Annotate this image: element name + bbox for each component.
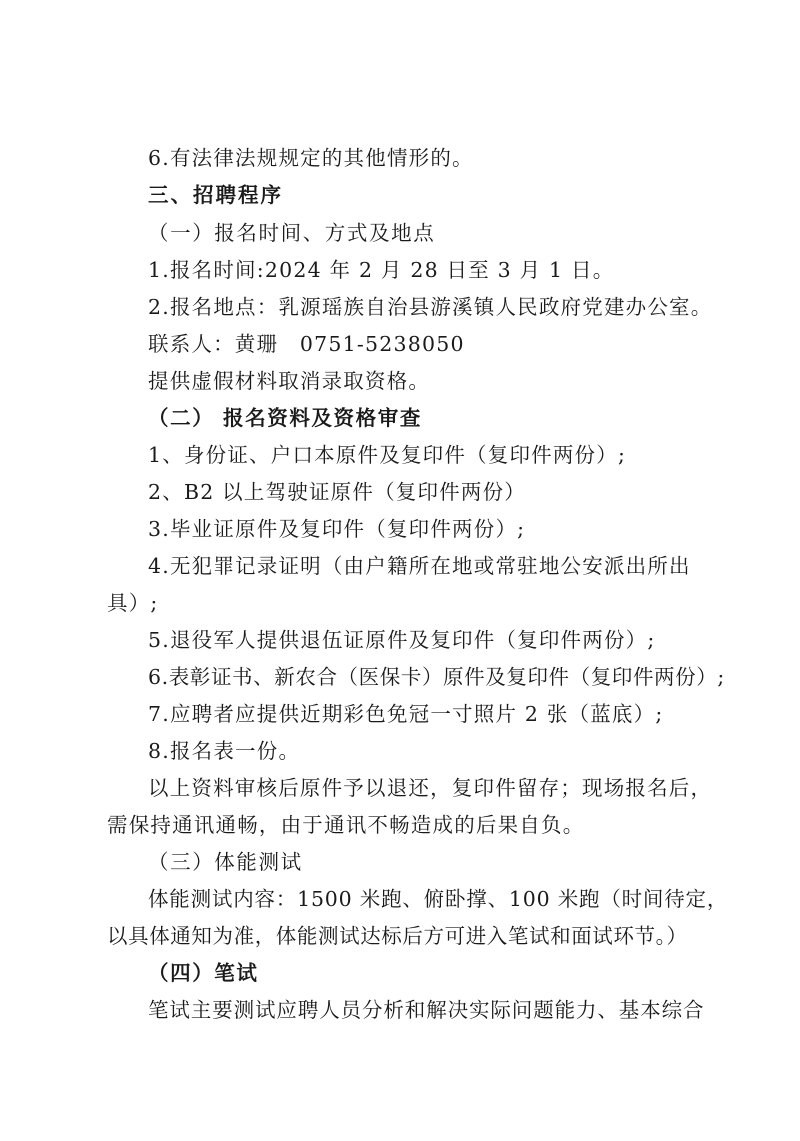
text-line-fitness-content-cont: 以具体通知为准，体能测试达标后方可进入笔试和面试环节。）: [107, 924, 688, 948]
subsection-heading-qualification: （二） 报名资料及资格审查: [148, 406, 422, 430]
text-line-registration-time: 1.报名时间:2024 年 2 月 28 日至 3 月 1 日。: [148, 258, 615, 282]
text-line-contact: 联系人：黄珊 0751-5238050: [148, 332, 465, 356]
text-line-no-criminal-record-cont: 具）;: [107, 591, 159, 615]
text-line-materials-returned: 以上资料审核后原件予以退还，复印件留存；现场报名后，: [148, 776, 713, 800]
text-line-certificates: 6.表彰证书、新农合（医保卡）原件及复印件（复印件两份）;: [148, 665, 725, 689]
section-heading-recruitment-procedure: 三、招聘程序: [148, 183, 283, 207]
text-line-driving-license: 2、B2 以上驾驶证原件（复印件两份）: [148, 480, 526, 504]
subsection-heading-registration: （一）报名时间、方式及地点: [148, 221, 436, 245]
subsection-heading-written-test: （四）笔试: [148, 961, 259, 985]
subsection-heading-fitness-test: （三）体能测试: [148, 850, 303, 874]
text-line-no-criminal-record: 4.无犯罪记录证明（由户籍所在地或常驻地公安派出所出: [148, 554, 691, 578]
text-line-registration-place: 2.报名地点：乳源瑶族自治县游溪镇人民政府党建办公室。: [148, 295, 713, 319]
text-line-veteran: 5.退役军人提供退伍证原件及复印件（复印件两份）;: [148, 628, 656, 652]
text-line-photo: 7.应聘者应提供近期彩色免冠一寸照片 2 张（蓝底）;: [148, 702, 664, 726]
text-line-fitness-content: 体能测试内容：1500 米跑、俯卧撑、100 米跑（时间待定，: [148, 887, 729, 911]
text-line-application-form: 8.报名表一份。: [148, 739, 301, 763]
text-line-false-materials: 提供虚假材料取消录取资格。: [148, 369, 431, 393]
text-line-written-test: 笔试主要测试应聘人员分析和解决实际问题能力、基本综合: [148, 998, 705, 1022]
text-line-diploma: 3.毕业证原件及复印件（复印件两份）;: [148, 517, 526, 541]
text-line-id-card: 1、身份证、户口本原件及复印件（复印件两份）;: [148, 443, 627, 467]
text-line-keep-contact: 需保持通讯通畅，由于通讯不畅造成的后果自负。: [107, 813, 585, 837]
text-line-item6: 6.有法律法规规定的其他情形的。: [148, 146, 474, 170]
